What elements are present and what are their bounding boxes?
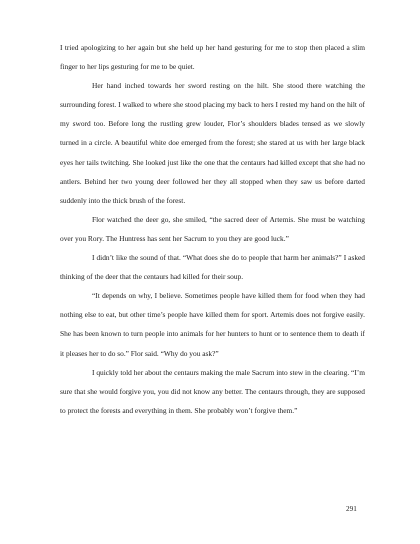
- paragraph: I quickly told her about the centaurs making the male Sacrum into stew in the clearing. “I’m sure that she would forgive you, you did not know any better. The centaurs through, they are supposed to protect the forests and everything in them. She probably won’t forgive them.”: [60, 367, 365, 415]
- paragraph: Flor watched the deer go, she smiled, “the sacred deer of Artemis. She must be watching over you Rory. The Huntress has sent her Sacrum to you they are good luck.”: [60, 214, 365, 243]
- paragraph: I tried apologizing to her again but she held up her hand gesturing for me to stop then placed a slim finger to her lips gesturing for me to be quiet.: [60, 43, 365, 72]
- paragraph: “It depends on why, I believe. Sometimes people have killed them for food when they had nothing else to eat, but other time’s people have killed them for sport. Artemis does not forgive easily. She has been known to turn people into animals for her hunters to hunt or to sentence them to death if it pleases her to do so.” Flor said. “Why do you ask?”: [60, 291, 365, 358]
- paragraph: Her hand inched towards her sword resting on the hilt. She stood there watching the surrounding forest. I walked to where she stood placing my back to hers I rested my hand on the hilt of my sword too. Before long the rustling grew louder, Flor’s shoulders blades tensed as we slowly turned in a circle. A beautiful white doe emerged from the forest; she stared at us with her large black eyes her tails twitching. She looked just like the one that the centaurs had killed except that she had no antlers. Behind her two young deer followed her they all stopped when they saw us before darted suddenly into the thick brush of the forest.: [60, 81, 365, 205]
- page-number: 291: [346, 505, 357, 513]
- body-text: [60, 38, 365, 420]
- paragraph: I didn’t like the sound of that. “What does she do to people that harm her animals?” I asked thinking of the deer that the centaurs had killed for their soup.: [60, 253, 365, 282]
